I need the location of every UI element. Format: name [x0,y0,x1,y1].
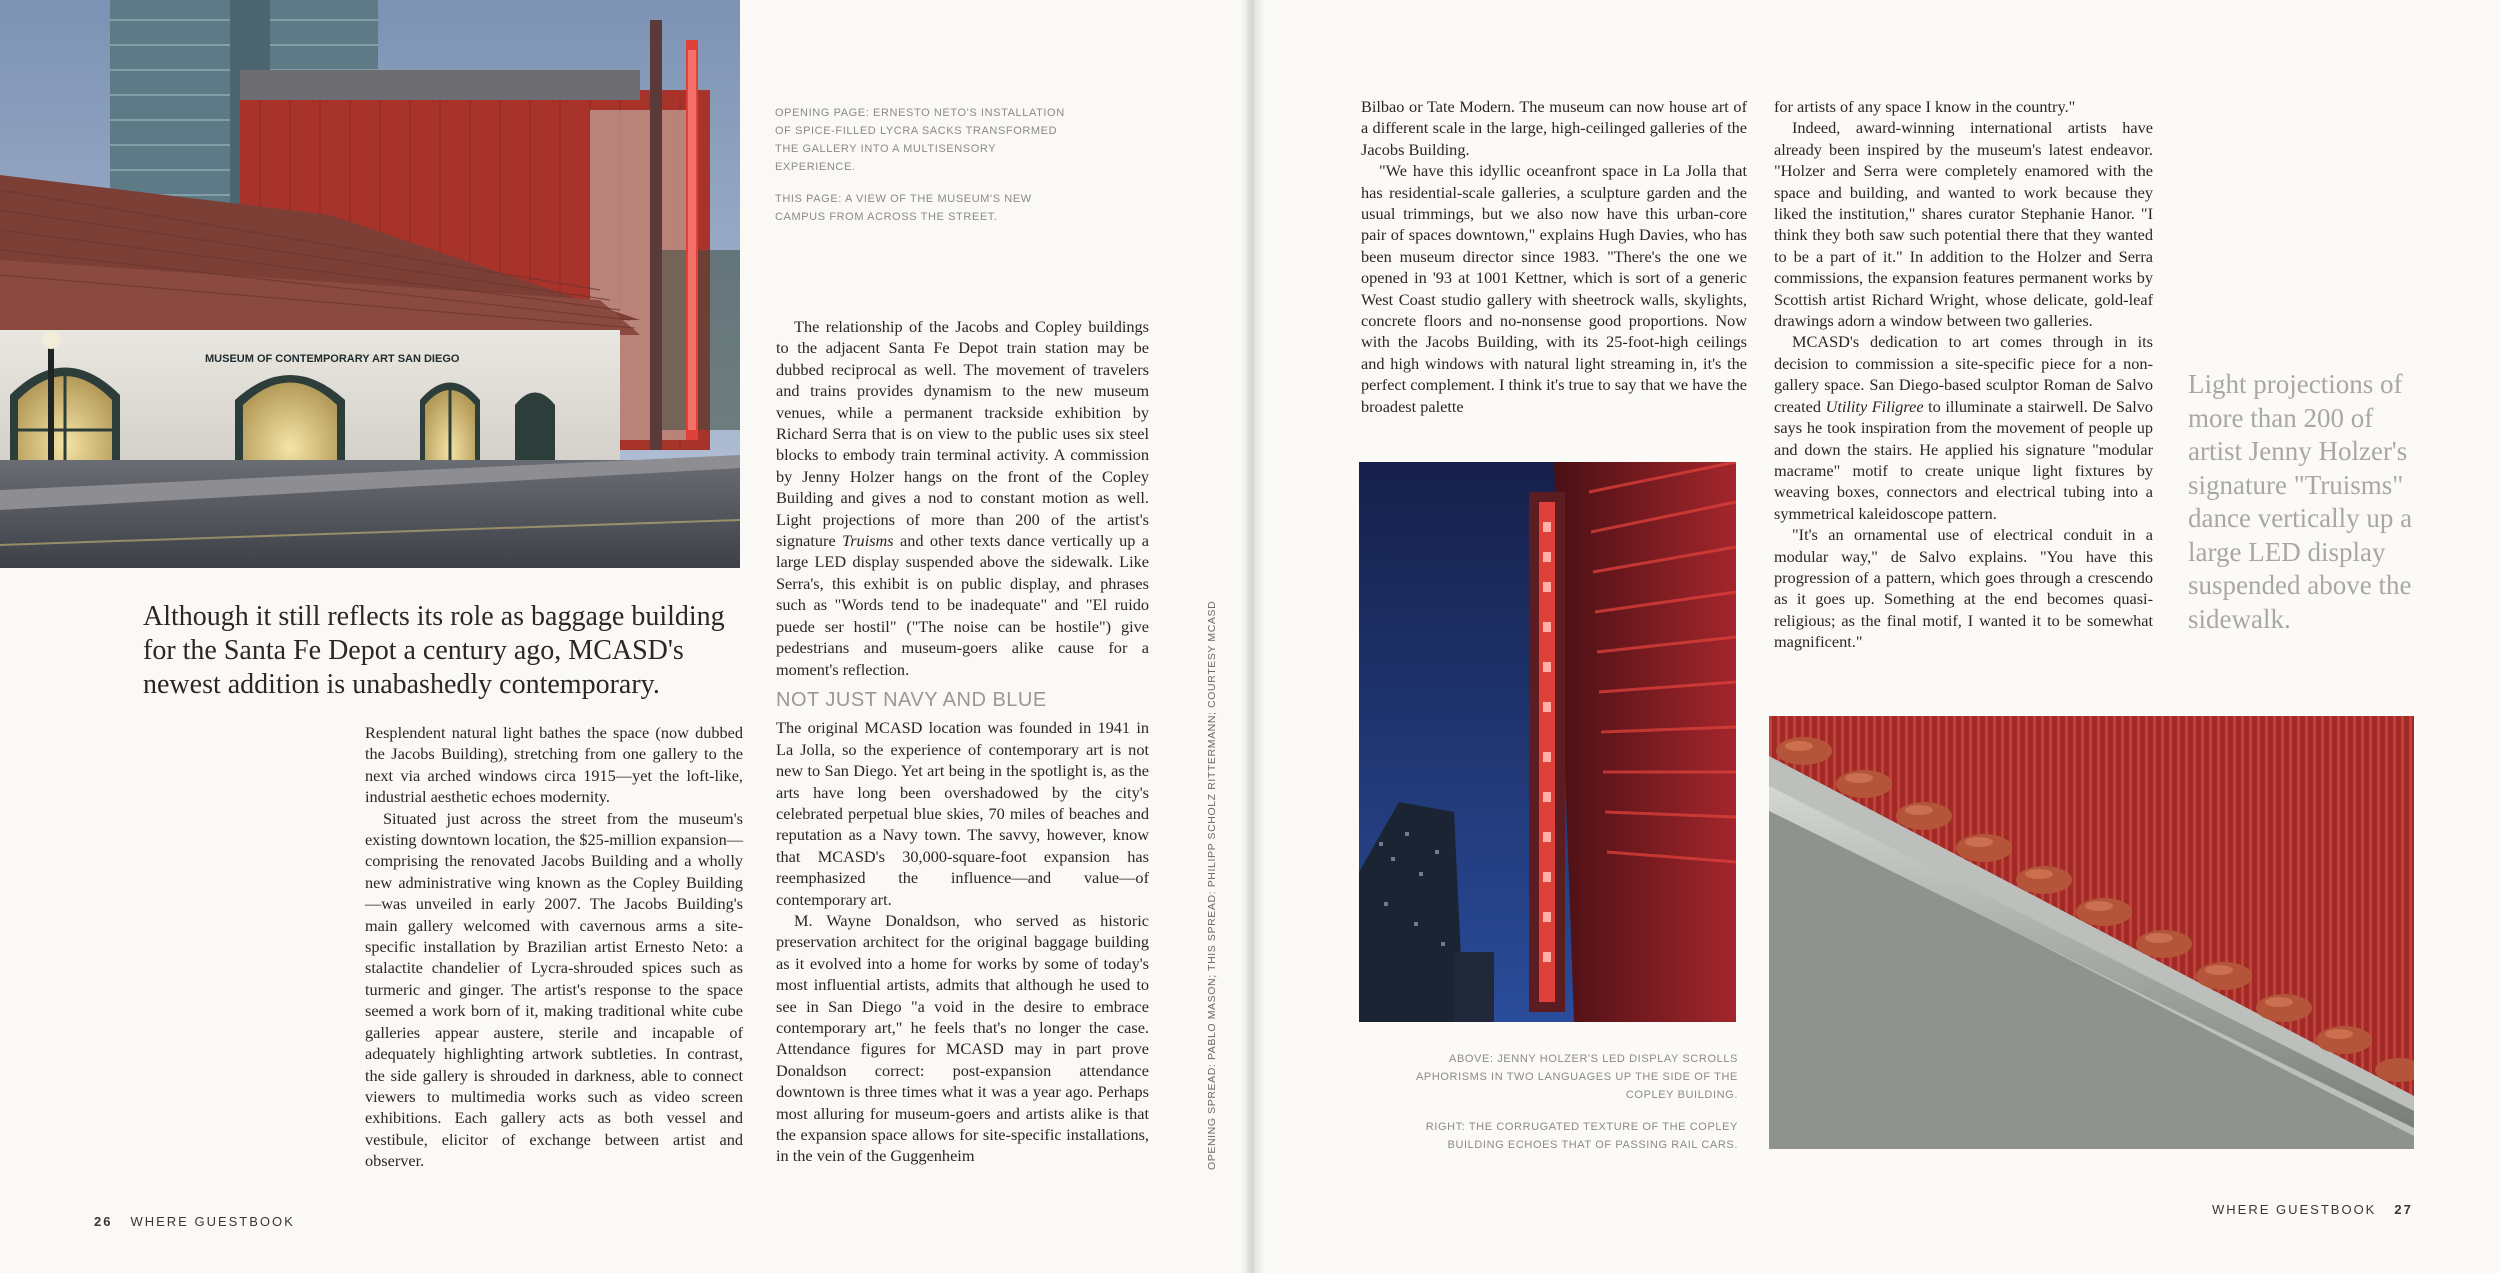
paragraph: "It's an ornamental use of electrical conduit in a modular way," de Salvo explains. "You have this progression of a pattern, which goes through a crescendo as it goes up. Something at the end becomes quasi-religious; as the final motif, I wanted it to be somewhat magnificent." [1774,525,2153,652]
photo-credit-text: OPENING SPREAD: PABLO MASON; THIS SPREAD: PHILIPP SCHOLZ RITTERMANN; COURTESY MCASD [1206,600,1218,1170]
paragraph: The original MCASD location was founded in 1941 in La Jolla, so the experience of contemporary art is not new to San Diego. Yet art being in the spotlight is, as the arts have long been overshadowed by the city's celebrated perpetual blue skies, 70 miles of beaches and reputation as a Navy town. The savvy, however, know that MCASD's 30,000-square-foot expansion has reemphasized the influence—and value—of contemporary art. [776,718,1149,909]
right-page [1253,0,2500,1273]
italic-title: Truisms [842,531,894,551]
caption-right: RIGHT: THE CORRUGATED TEXTURE OF THE COPLEY BUILDING ECHOES THAT OF PASSING RAIL CARS. [1425,1121,1738,1151]
right-pullquote: Light projections of more than 200 of artist Jenny Holzer's signature "Truisms" dance vertically up a large LED display suspended above the sidewalk. [2188,369,2413,634]
right-photo-caption [1398,1050,1738,1168]
paragraph: Situated just across the street from the museum's existing downtown location, the $25-million expansion—comprising the renovated Jacobs Building and a wholly new administrative wing known as the Copley Building—was unveiled in early 2007. The Jacobs Building's main gallery welcomed with cavernous arms a site-specific installation by Brazilian artist Ernesto Neto: a stalactite chandelier of Lycra-shrouded spices such as turmeric and ginger. The artist's response to the space seemed a work born of it, making traditional white cube galleries appear austere, sterile and incapable of adequately highlighting artwork subtleties. In contrast, the side gallery is shrouded in darkness, able to connect viewers to multimedia works such as video screen exhibitions. Each gallery acts as both vessel and vestibule, elicitor of exchange between artist and observer. [365,808,743,1171]
museum-exterior-photo [0,0,740,568]
paragraph: M. Wayne Donaldson, who served as historic preservation architect for the original baggage building as it evolved into a home for works by some of today's most influential artists, admits that although he used to see in San Diego "a void in the desire to embrace contemporary art," he feels that's no longer the case. Attendance figures for MCASD may in part prove Donaldson correct: post-expansion attendance downtown is three times what it was a year ago. Perhaps most alluring for museum-goers and artists alike is that the expansion space allows for site-specific installations, in the vein of the Guggenheim [776,910,1149,1166]
paragraph-with-italic [1774,331,2153,524]
paragraph: for artists of any space I know in the country." [1774,97,2076,116]
paragraph-text: and other texts dance vertically up a large LED display suspended above the sidewalk. Like Serra's, this exhibit is on public display, and phrases such as "Words tend to be inadequate" and "El ruido puede ser hostil" ("The noise can be hostile") give pedestrians and museum-goers alike cause for a moment's reflection. [776,531,1149,679]
paragraph-text: to illuminate a stairwell. De Salvo says he took inspiration from the movement of people up and down the stairs. He applied his signature "modular macrame" motif to create unique light fixtures by weaving boxes, connectors and electrical tubing into a symmetrical kaleidoscope pattern. [1774,396,2154,523]
building-sign-text: MUSEUM OF CONTEMPORARY ART SAN DIEGO [205,353,460,365]
right-folio [2212,1202,2413,1217]
spread-gutter [1240,0,1266,1273]
left-page [0,0,1247,1273]
caption-above: ABOVE: JENNY HOLZER'S LED DISPLAY SCROLLS APHORISMS IN TWO LANGUAGES UP THE SIDE OF THE COPLEY BUILDING. [1415,1053,1738,1101]
caption-opening-page: OPENING PAGE: ERNESTO NETO'S INSTALLATION OF SPICE-FILLED LYCRA SACKS TRANSFORMED THE GALLERY INTO A MULTISENSORY EXPERIENCE. [775,107,1065,173]
paragraph: "We have this idyllic oceanfront space in La Jolla that has residential-scale galleries, a sculpture garden and the usual trimmings, but we also now have this urban-core pair of spaces downtown," explains Hugh Davies, who has been museum director since 1983. "There's the one we opened in '93 at 1001 Kettner, which is sort of a generic West Coast studio gallery with sheetrock walls, skylights, concrete floors and no-nonsense good proportions. Now with the Jacobs Building, with its 25-foot-high ceilings and high windows with natural light streaming in, it's the perfect complement. I think it's true to say that we have the broadest palette [1361,161,1747,416]
paragraph-with-italic [776,316,1149,680]
left-column-1 [365,722,743,1172]
paragraph-text: The relationship of the Jacobs and Copley buildings to the adjacent Santa Fe Depot train station may be dubbed reciprocal as well. The movement of travelers and trains provides dynamism to the new museum venues, while a permanent trackside exhibition by Richard Serra that is on view to the public uses six steel blocks to embody train terminal activity. A commission by Jenny Holzer hangs on the front of the Copley Building and gives a nod to constant motion as well. Light projections of more than 200 of the artist's signature [776,317,1149,551]
right-column-1 [1361,96,1747,417]
publication-name: WHERE GUESTBOOK [2212,1202,2377,1217]
page-number: 26 [94,1214,113,1229]
italic-title: Utility Filigree [1825,396,1924,416]
caption-this-page: THIS PAGE: A VIEW OF THE MUSEUM'S NEW CAMPUS FROM ACROSS THE STREET. [775,193,1032,223]
left-photo-caption [775,104,1075,240]
paragraph: Indeed, award-winning international artists have already been inspired by the museum's latest endeavor. "Holzer and Serra were completely enamored with the space and building, and wanted to work because they liked the institution," shares curator Stephanie Hanor. "I think they both saw such potential there that they wanted to be a part of it." In addition to the Holzer and Serra commissions, the expansion features permanent works by Scottish artist Richard Wright, whose delicate, gold-leaf drawings adorn a window between two galleries. [1774,118,2153,331]
paragraph: Bilbao or Tate Modern. The museum can now house art of a different scale in the large, high-ceilinged galleries of the Jacobs Building. [1361,97,1747,159]
page-number: 27 [2394,1202,2413,1217]
left-column-2 [776,316,1149,1167]
publication-name: WHERE GUESTBOOK [130,1214,295,1229]
paragraph: Resplendent natural light bathes the space (now dubbed the Jacobs Building), stretching from one gallery to the next via arched windows circa 1915—yet the loft-like, industrial aesthetic echoes modernity. [365,723,743,807]
section-subhead: NOT JUST NAVY AND BLUE [776,688,1047,711]
left-folio [94,1214,295,1229]
led-display-photo [1359,462,1736,1022]
paragraph-text: MCASD's dedication to art comes through in its decision to commission a site-specific piece for a non-gallery space. San Diego-based sculptor Roman de Salvo created [1774,332,2153,416]
photo-credit [1206,600,1220,1170]
corrugated-texture-photo [1769,716,2414,1149]
left-pullquote: Although it still reflects its role as baggage building for the Santa Fe Depot a century ago, MCASD's newest addition is unabashedly contemporary. [143,601,725,700]
right-column-2 [1774,96,2153,653]
